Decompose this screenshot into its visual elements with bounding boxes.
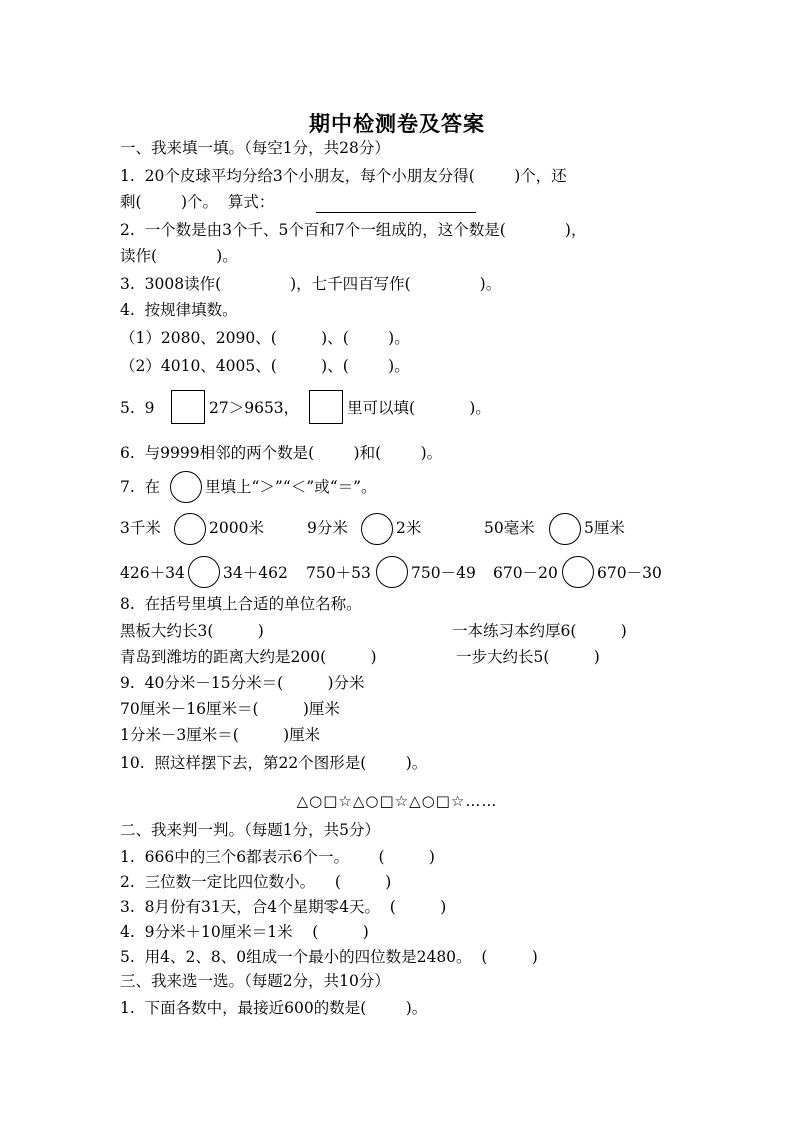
compare-item: 426＋34 bbox=[120, 564, 185, 582]
compare-circle[interactable] bbox=[562, 556, 594, 588]
compare-circle[interactable] bbox=[549, 513, 581, 545]
compare-item: 2000米 bbox=[209, 519, 264, 537]
compare-item: 750－49 bbox=[411, 564, 476, 582]
question-8: 8. 在括号里填上合适的单位名称。 bbox=[120, 595, 362, 613]
question-7-prefix: 7. 在 bbox=[120, 478, 161, 496]
question-8-item-3: 青岛到潍坊的距离大约是200( ) bbox=[120, 648, 377, 666]
question-6: 6. 与9999相邻的两个数是( )和( )。 bbox=[120, 444, 443, 462]
compare-item: 3千米 bbox=[120, 519, 161, 537]
question-10: 10. 照这样摆下去，第22个图形是( )。 bbox=[120, 754, 428, 772]
question-4: 4. 按规律填数。 bbox=[120, 301, 238, 319]
question-9-line-3: 1分米－3厘米＝( )厘米 bbox=[120, 726, 321, 744]
compare-circle[interactable] bbox=[361, 513, 393, 545]
question-5-inequality: 27＞9653， bbox=[209, 399, 300, 417]
question-2-line-1: 2. 一个数是由3个千、5个百和7个一组成的，这个数是( )， bbox=[120, 221, 587, 239]
answer-box[interactable] bbox=[171, 390, 205, 424]
question-1-line-2: 剩( )个。 算式： bbox=[120, 193, 275, 211]
compare-item: 750＋53 bbox=[306, 564, 371, 582]
question-5-suffix: 里可以填( )。 bbox=[347, 399, 491, 417]
question-9-line-2: 70厘米－16厘米＝( )厘米 bbox=[120, 700, 340, 718]
compare-item: 670－20 bbox=[493, 564, 558, 582]
question-7-suffix: 里填上“＞”“＜”或“＝”。 bbox=[205, 478, 377, 496]
compare-item: 50毫米 bbox=[484, 519, 535, 537]
compare-item: 2米 bbox=[396, 519, 422, 537]
question-8-item-1: 黑板大约长3( ) bbox=[120, 622, 264, 640]
compare-circle[interactable] bbox=[376, 556, 408, 588]
choose-question-1: 1. 下面各数中，最接近600的数是( )。 bbox=[120, 999, 428, 1017]
section-heading-choose: 三、我来选一选。（每题2分，共10分） bbox=[120, 972, 390, 990]
compare-item: 670－30 bbox=[597, 564, 662, 582]
formula-answer-line[interactable] bbox=[316, 212, 476, 213]
judge-question-5: 5. 用4、2、8、0组成一个最小的四位数是2480。 ( ) bbox=[120, 948, 538, 966]
compare-item: 9分米 bbox=[307, 519, 348, 537]
section-heading-judge: 二、我来判一判。（每题1分，共5分） bbox=[120, 821, 380, 839]
question-3: 3. 3008读作( )，七千四百写作( )。 bbox=[120, 275, 502, 293]
section-heading-fill: 一、我来填一填。（每空1分，共28分） bbox=[120, 139, 390, 157]
page-title: 期中检测卷及答案 bbox=[309, 112, 485, 136]
question-2-line-2: 读作( )。 bbox=[120, 247, 238, 265]
question-4-part-1: （1）2080、2090、( )、( )。 bbox=[120, 329, 410, 347]
question-8-item-4: 一步大约长5( ) bbox=[456, 648, 600, 666]
question-8-item-2: 一本练习本约厚6( ) bbox=[452, 622, 627, 640]
compare-item: 34＋462 bbox=[223, 564, 288, 582]
answer-box-reference bbox=[309, 390, 343, 424]
question-4-part-2: （2）4010、4005、( )、( )。 bbox=[120, 357, 410, 375]
question-5-prefix: 5. 9 bbox=[120, 399, 155, 417]
judge-question-3: 3. 8月份有31天，合4个星期零4天。 ( ) bbox=[120, 898, 447, 916]
compare-item: 5厘米 bbox=[584, 519, 625, 537]
shape-pattern: △○□☆△○□☆△○□☆…… bbox=[296, 792, 498, 810]
compare-circle[interactable] bbox=[188, 556, 220, 588]
question-1-line-1: 1. 20个皮球平均分给3个小朋友，每个小朋友分得( )个，还 bbox=[120, 167, 567, 185]
compare-circle[interactable] bbox=[174, 513, 206, 545]
circle-reference bbox=[170, 471, 202, 503]
judge-question-2: 2. 三位数一定比四位数小。 ( ) bbox=[120, 873, 392, 891]
judge-question-1: 1. 666中的三个6都表示6个一。 ( ) bbox=[120, 848, 435, 866]
question-9-line-1: 9. 40分米－15分米＝( )分米 bbox=[120, 674, 365, 692]
judge-question-4: 4. 9分米＋10厘米＝1米 ( ) bbox=[120, 923, 369, 941]
